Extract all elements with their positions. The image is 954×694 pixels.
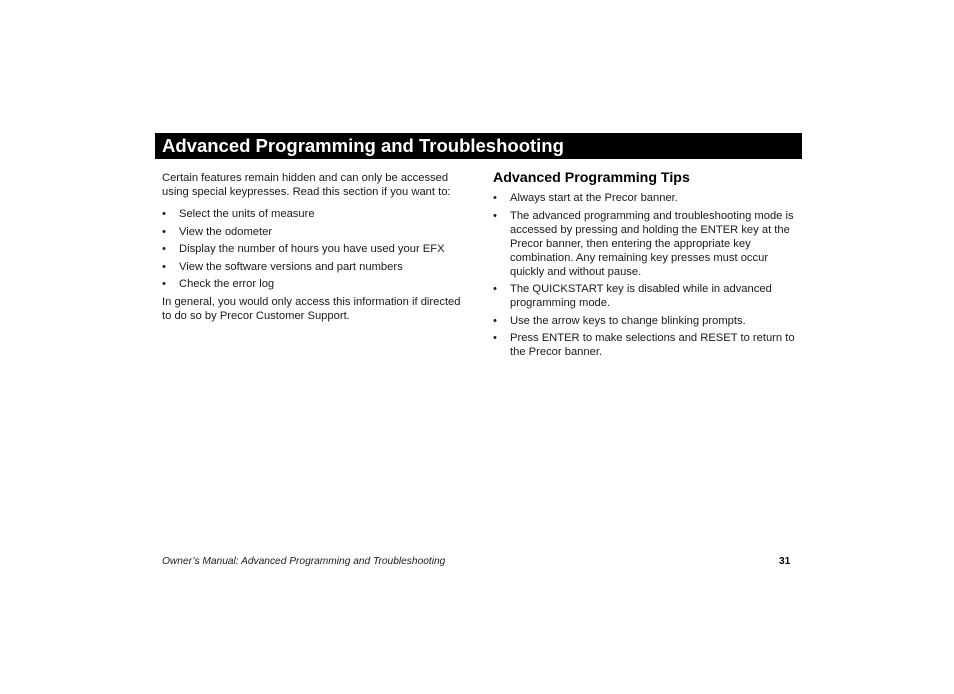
tips-heading: Advanced Programming Tips	[493, 170, 690, 186]
closing-paragraph: In general, you would only access this information if directed to do so by Precor Customer Support.	[162, 295, 461, 322]
bullet-glyph: •	[162, 260, 166, 273]
bullet-glyph: •	[493, 314, 497, 327]
list-item-text: Use the arrow keys to change blinking prompts.	[510, 314, 746, 327]
bullet-glyph: •	[493, 192, 497, 204]
list-item-text: View the software versions and part numbers	[179, 260, 403, 273]
list-item	[162, 242, 467, 256]
list-item	[162, 277, 467, 291]
page-number: 31	[779, 556, 791, 567]
bullet-glyph: •	[493, 283, 497, 296]
intro-paragraph: Certain features remain hidden and can only be accessed using special keypresses. Read this section if you want to:	[162, 172, 451, 198]
list-item	[493, 209, 798, 279]
list-item	[493, 282, 798, 310]
bullet-glyph: •	[162, 208, 166, 220]
list-item-text: Always start at the Precor banner.	[510, 192, 678, 204]
bullet-glyph: •	[162, 243, 166, 256]
bullet-glyph: •	[162, 278, 166, 291]
list-item	[162, 207, 467, 221]
list-item-text: View the odometer	[179, 225, 273, 238]
list-item-text: Press ENTER to make selections and RESET to return to the Precor banner.	[510, 332, 795, 359]
left-column	[162, 171, 467, 323]
list-item-text: The advanced programming and troubleshooting mode is accessed by pressing and holding the ENTER key at the Precor banner, then entering the appropriate key combination. Any remaining key presses must occur quickly and without pause.	[510, 209, 794, 278]
list-item-text: Display the number of hours you have used your EFX	[179, 243, 445, 256]
bullet-glyph: •	[493, 209, 497, 222]
list-item	[162, 260, 467, 274]
tips-list	[493, 191, 798, 359]
page-title: Advanced Programming and Troubleshooting	[162, 135, 564, 156]
bullet-glyph: •	[493, 332, 497, 345]
list-item-text: Select the units of measure	[179, 208, 315, 220]
list-item	[162, 225, 467, 239]
list-item	[493, 331, 798, 359]
footer-manual-title: Owner’s Manual: Advanced Programming and Troubleshooting	[162, 556, 446, 567]
bullet-glyph: •	[162, 225, 166, 238]
section-title-bar	[155, 133, 802, 159]
feature-list	[162, 207, 467, 291]
right-column	[493, 168, 798, 363]
list-item-text: The QUICKSTART key is disabled while in advanced programming mode.	[510, 283, 772, 310]
list-item-text: Check the error log	[179, 278, 275, 291]
list-item	[493, 314, 798, 328]
list-item	[493, 191, 798, 205]
